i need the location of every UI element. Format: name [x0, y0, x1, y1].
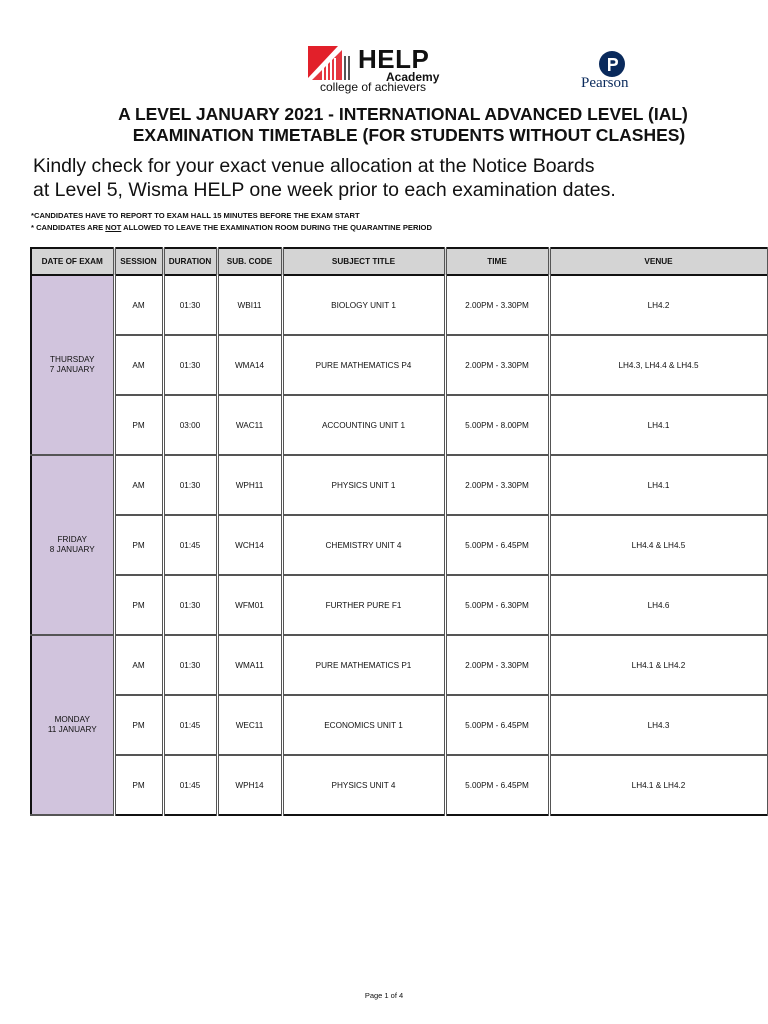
cell-code: WMA14: [217, 335, 282, 395]
cell-code: WCH14: [217, 515, 282, 575]
cell-session: AM: [114, 275, 163, 335]
cell-subject: BIOLOGY UNIT 1: [282, 275, 445, 335]
date-day: THURSDAY: [50, 355, 95, 364]
pearson-logo: [578, 50, 658, 96]
cell-session: PM: [114, 575, 163, 635]
cell-subject: PURE MATHEMATICS P4: [282, 335, 445, 395]
table-row: [31, 275, 768, 335]
rule-no-leaving-emphasis: NOT: [105, 223, 122, 232]
cell-time: 5.00PM - 6.45PM: [445, 515, 549, 575]
header-date: DATE OF EXAM: [31, 248, 114, 275]
cell-duration: 01:30: [163, 275, 217, 335]
table-header-row: [31, 248, 768, 275]
cell-session: AM: [114, 635, 163, 695]
cell-duration: 01:45: [163, 695, 217, 755]
cell-subject: PHYSICS UNIT 4: [282, 755, 445, 815]
cell-venue: LH4.1 & LH4.2: [549, 755, 768, 815]
cell-code: WBI11: [217, 275, 282, 335]
cell-session: PM: [114, 755, 163, 815]
page-title-line-1: A LEVEL JANUARY 2021 - INTERNATIONAL ADVANCED LEVEL (IAL): [118, 104, 688, 124]
page-number: Page 1 of 4: [364, 991, 404, 1000]
date-date: 8 JANUARY: [49, 545, 95, 554]
table-row: [31, 755, 768, 815]
cell-time: 2.00PM - 3.30PM: [445, 335, 549, 395]
help-academy-logo: [308, 46, 443, 94]
cell-duration: 01:30: [163, 575, 217, 635]
date-cell: [31, 455, 114, 635]
date-date: 7 JANUARY: [49, 365, 95, 374]
cell-venue: LH4.2: [549, 275, 768, 335]
cell-code: WPH11: [217, 455, 282, 515]
table-row: [31, 635, 768, 695]
cell-venue: LH4.1 & LH4.2: [549, 635, 768, 695]
cell-venue: LH4.3, LH4.4 & LH4.5: [549, 335, 768, 395]
cell-session: PM: [114, 395, 163, 455]
cell-venue: LH4.1: [549, 395, 768, 455]
cell-subject: FURTHER PURE F1: [282, 575, 445, 635]
cell-time: 5.00PM - 6.45PM: [445, 755, 549, 815]
header-venue: VENUE: [549, 248, 768, 275]
cell-code: WPH14: [217, 755, 282, 815]
cell-subject: ECONOMICS UNIT 1: [282, 695, 445, 755]
rule-report-early: *CANDIDATES HAVE TO REPORT TO EXAM HALL 15 MINUTES BEFORE THE EXAM START: [31, 211, 360, 220]
cell-code: WAC11: [217, 395, 282, 455]
cell-venue: LH4.6: [549, 575, 768, 635]
cell-session: PM: [114, 695, 163, 755]
table-row: [31, 335, 768, 395]
rule-no-leaving-suffix: ALLOWED TO LEAVE THE EXAMINATION ROOM DURING THE QUARANTINE PERIOD: [121, 223, 432, 232]
rule-no-leaving-prefix: * CANDIDATES ARE: [31, 223, 106, 232]
cell-time: 2.00PM - 3.30PM: [445, 455, 549, 515]
help-logo-word: HELP: [358, 44, 430, 74]
help-logo-tagline: college of achievers: [320, 80, 427, 94]
table-row: [31, 455, 768, 515]
header-sub-code: SUB. CODE: [217, 248, 282, 275]
cell-subject: CHEMISTRY UNIT 4: [282, 515, 445, 575]
cell-session: AM: [114, 335, 163, 395]
cell-duration: 01:45: [163, 515, 217, 575]
table-row: [31, 395, 768, 455]
cell-time: 2.00PM - 3.30PM: [445, 275, 549, 335]
cell-time: 5.00PM - 8.00PM: [445, 395, 549, 455]
page-title-line-2: EXAMINATION TIMETABLE (FOR STUDENTS WITHOUT CLASHES): [132, 125, 686, 145]
date-day: MONDAY: [54, 715, 90, 724]
cell-session: AM: [114, 455, 163, 515]
header-duration: DURATION: [163, 248, 217, 275]
cell-duration: 01:30: [163, 455, 217, 515]
cell-subject: PURE MATHEMATICS P1: [282, 635, 445, 695]
date-day: FRIDAY: [57, 535, 87, 544]
cell-duration: 03:00: [163, 395, 217, 455]
venue-notice-line-1: Kindly check for your exact venue allocation at the Notice Boards: [33, 155, 595, 177]
pearson-p-icon: [598, 50, 626, 78]
cell-time: 2.00PM - 3.30PM: [445, 635, 549, 695]
table-row: [31, 695, 768, 755]
cell-venue: LH4.3: [549, 695, 768, 755]
pearson-logo-word: Pearson: [581, 75, 629, 91]
rule-no-leaving: [31, 223, 432, 232]
cell-code: WEC11: [217, 695, 282, 755]
header-subject-title: SUBJECT TITLE: [282, 248, 445, 275]
cell-subject: PHYSICS UNIT 1: [282, 455, 445, 515]
header-session: SESSION: [114, 248, 163, 275]
header-time: TIME: [445, 248, 549, 275]
cell-subject: ACCOUNTING UNIT 1: [282, 395, 445, 455]
date-date: 11 JANUARY: [47, 725, 97, 734]
cell-duration: 01:45: [163, 755, 217, 815]
table-row: [31, 515, 768, 575]
cell-session: PM: [114, 515, 163, 575]
cell-time: 5.00PM - 6.45PM: [445, 695, 549, 755]
cell-duration: 01:30: [163, 635, 217, 695]
cell-code: WFM01: [217, 575, 282, 635]
help-logo-academy: Academy: [386, 70, 440, 84]
exam-timetable: [30, 247, 768, 816]
date-cell: [31, 635, 114, 815]
date-cell: [31, 275, 114, 455]
cell-venue: LH4.1: [549, 455, 768, 515]
cell-venue: LH4.4 & LH4.5: [549, 515, 768, 575]
table-row: [31, 575, 768, 635]
cell-time: 5.00PM - 6.30PM: [445, 575, 549, 635]
cell-code: WMA11: [217, 635, 282, 695]
cell-duration: 01:30: [163, 335, 217, 395]
help-logo-mark-icon: [308, 46, 354, 84]
venue-notice-line-2: at Level 5, Wisma HELP one week prior to each examination dates.: [33, 179, 616, 201]
